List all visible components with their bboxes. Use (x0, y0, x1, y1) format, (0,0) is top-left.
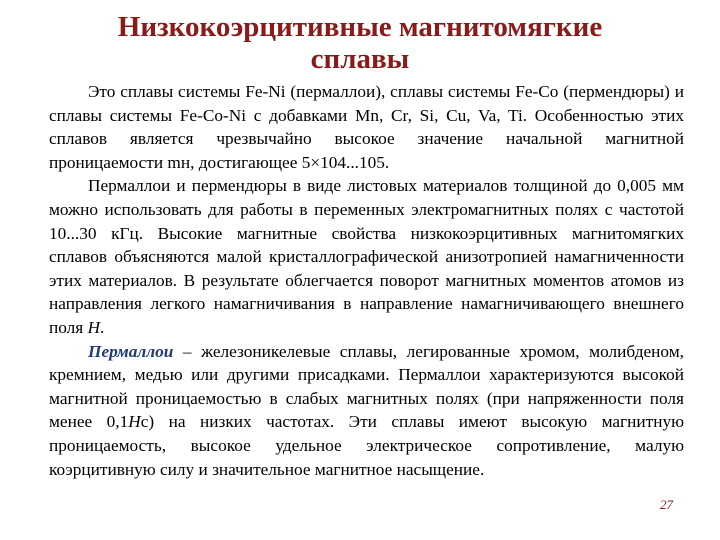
paragraph-2-text: Пермаллои и пермендюры в виде листовых материалов толщиной до 0,005 мм можно использовать для работы в переменных электромагнитных полях с частотой 10...30 кГц. Высокие магнитные свойства низкокоэрцитивных магнитомягких сплавов объясняются малой кристаллографической анизотропией намагниченности этих материалов. В результате облегчается поворот магнитных моментов атомов из направления легкого намагничивания в направление намагничивающего внешнего поля (49, 176, 684, 337)
paragraph-3-rest: c) на низких частотах. Эти сплавы имеют высокую магнитную проницаемость, высокое удельное электрическое сопротивление, малую коэрцитивную силу и значительное магнитное насыщение. (49, 412, 684, 479)
slide-body (49, 80, 684, 481)
slide-title (30, 11, 690, 75)
paragraph-3 (49, 340, 684, 482)
term-permalloy: Пермаллои (88, 341, 174, 361)
paragraph-2-end: . (100, 317, 105, 337)
page-number: 27 (660, 497, 673, 512)
coercive-symbol-h: H (128, 412, 141, 432)
paragraph-2 (49, 174, 684, 339)
title-line-2: сплавы (310, 43, 410, 75)
paragraph-1: Это сплавы системы Fe-Ni (пермаллои), сплавы системы Fe-Co (пермендюры) и сплавы системы Fe-Co-Ni с добавками Mn, Cr, Si, Cu, Va, Ti. Особенностью этих сплавов является чрезвычайно высокое значение начальной магнитной проницаемости mн, достигающее 5×104...105. (49, 82, 684, 172)
paragraph-3-text: – железоникелевые сплавы, легированные хромом, молибденом, кремнием, медью или другими присадками. Пермаллои характеризуются высокой магнитной проницаемостью в слабых магнитных полях (при напряженности поля менее 0,1 (49, 341, 684, 432)
title-line-1: Низкокоэрцитивные магнитомягкие (117, 11, 603, 43)
field-symbol-h: H (87, 317, 101, 337)
